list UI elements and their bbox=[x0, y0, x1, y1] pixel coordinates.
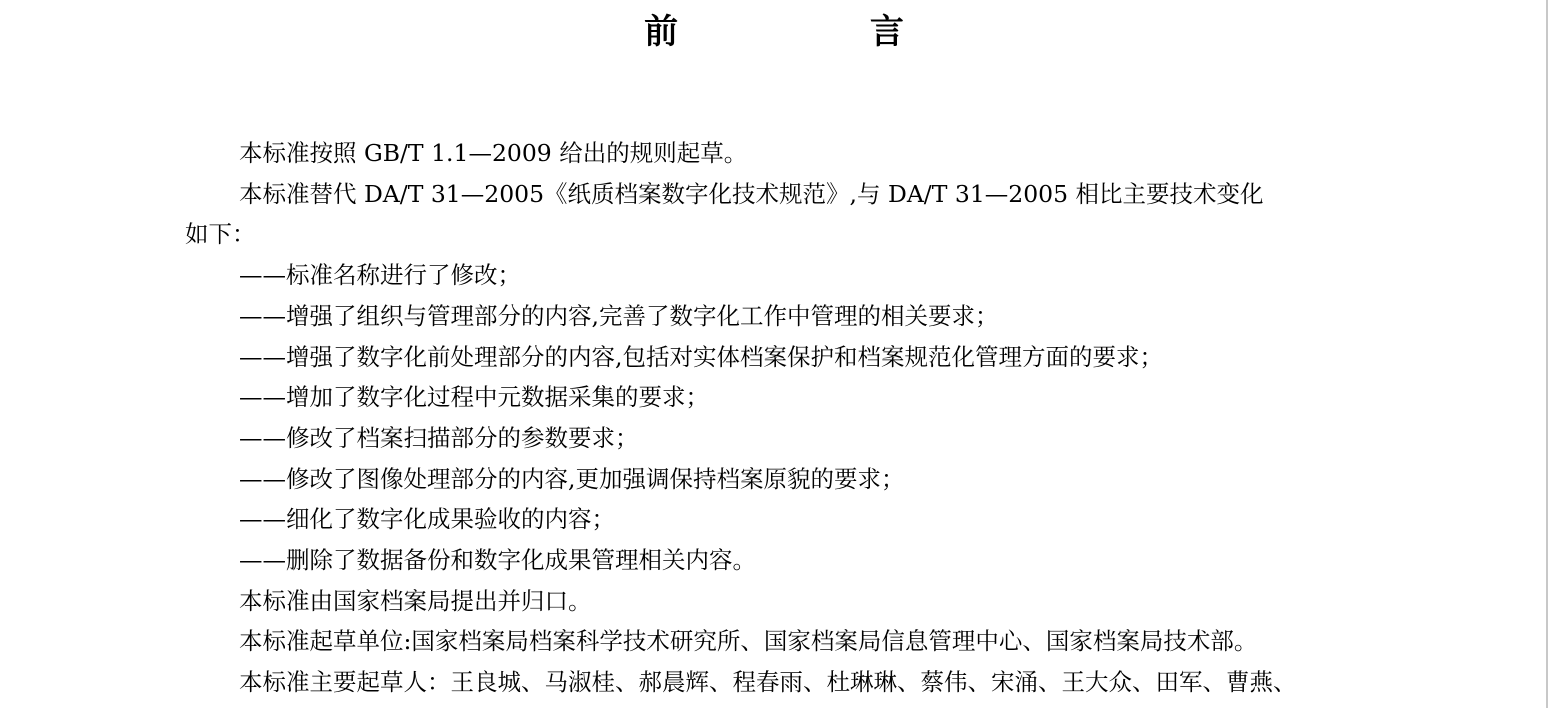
list-item: ——增强了数字化前处理部分的内容,包括对实体档案保护和档案规范化管理方面的要求； bbox=[239, 342, 1163, 371]
list-item: ——增加了数字化过程中元数据采集的要求； bbox=[239, 383, 709, 412]
page-title: 前 言 bbox=[644, 12, 994, 52]
paragraph-drafting-rules: 本标准按照 GB/T 1.1—2009 给出的规则起草。 bbox=[239, 139, 748, 167]
preface-body bbox=[185, 133, 1395, 703]
list-item: ——标准名称进行了修改； bbox=[239, 261, 521, 290]
paragraph-replacement-line2: 如下： bbox=[185, 220, 256, 249]
paragraph-proposer: 本标准由国家档案局提出并归口。 bbox=[239, 586, 592, 615]
list-item: ——删除了数据备份和数字化成果管理相关内容。 bbox=[239, 546, 756, 575]
list-item: ——增强了组织与管理部分的内容,完善了数字化工作中管理的相关要求； bbox=[239, 301, 999, 330]
list-item: ——细化了数字化成果验收的内容； bbox=[239, 505, 615, 534]
paragraph-replacement-line1: 本标准替代 DA/T 31—2005《纸质档案数字化技术规范》,与 DA/T 31—2005 相比主要技术变化 bbox=[239, 179, 1264, 208]
paragraph-drafting-units: 本标准起草单位:国家档案局档案科学技术研究所、国家档案局信息管理中心、国家档案局技术部。 bbox=[239, 627, 1258, 656]
list-item: ——修改了档案扫描部分的参数要求； bbox=[239, 423, 639, 452]
list-item: ——修改了图像处理部分的内容,更加强调保持档案原貌的要求； bbox=[239, 464, 905, 493]
changes-list bbox=[185, 255, 1395, 581]
paragraph-drafters: 本标准主要起草人：王良城、马淑桂、郝晨辉、程春雨、杜琳琳、蔡伟、宋涌、王大众、田军、曹燕、 bbox=[239, 668, 1297, 697]
